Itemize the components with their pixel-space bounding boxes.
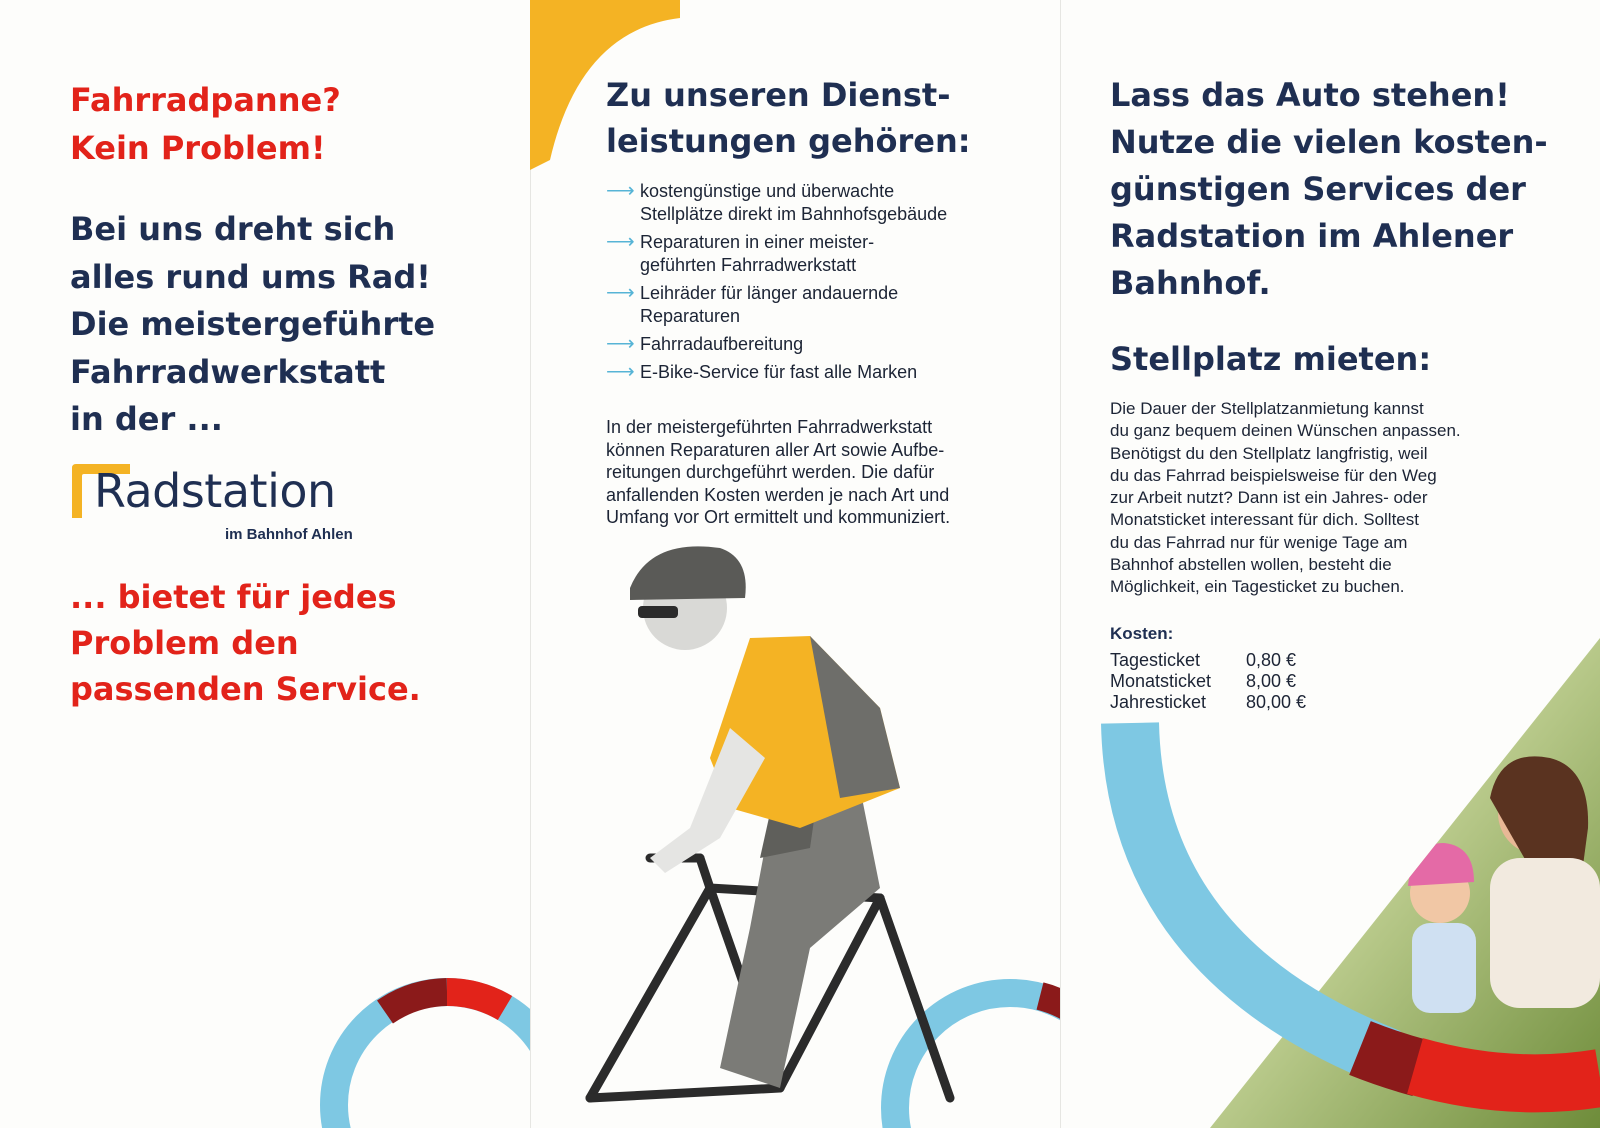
arrow-right-icon: ⟶ [606,282,635,304]
panel-right [1060,0,1600,1128]
costs-label: Kosten: [1110,624,1174,643]
table-row: Tagesticket 0,80 € [1110,650,1297,670]
arrow-right-icon: ⟶ [606,333,635,355]
headline-navy: Bei uns dreht sich alles rund ums Rad! Die meistergeführte Fahrradwerkstatt in der ... [70,210,436,438]
services-heading: Zu unseren Dienst- leistungen gehören: [606,76,971,160]
services-list [606,180,1046,389]
arrow-right-icon: ⟶ [606,231,635,253]
rear-wheel-left-part [0,0,530,1128]
headline-red: Fahrradpanne? Kein Problem! [70,81,341,167]
panel-left [0,0,530,1128]
panel-middle [530,0,1060,1128]
table-row: Jahresticket 80,00 € [1110,692,1307,712]
cyclist-illustration [530,528,1060,1128]
list-item: ⟶ Reparaturen in einer meister- geführten Fahrradwerkstatt [606,231,875,275]
tagline-red: ... bietet für jedes Problem den passenden Service. [70,578,421,708]
family-photo [1060,628,1600,1128]
list-item: ⟶ Fahrradaufbereitung [606,333,804,355]
logo-subtitle: im Bahnhof Ahlen [225,526,353,543]
stellplatz-paragraph: Die Dauer der Stellplatzanmietung kannst du ganz bequem deinen Wünschen anpassen. Benötigst du den Stellplatz langfristig, weil du das Fahrrad beispielsweise für den Weg zur Arbeit nutzt? Dann ist ein Jahres- oder Monatsticket interessant für dich. Solltest du das Fahrrad nur für wenige Tage am Bahnhof abstellen wollen, besteht die Möglichkeit, ein Tagesticket zu buchen. [1110,399,1461,597]
right-heading: Lass das Auto stehen! Nutze die vielen kosten- günstigen Services der Radstation im Ahlener Bahnhof. [1110,76,1548,302]
logo-name: Radstation [94,464,336,518]
stellplatz-heading: Stellplatz mieten: [1110,340,1432,378]
arrow-right-icon: ⟶ [606,361,635,383]
workshop-paragraph: In der meistergeführten Fahrradwerkstatt können Reparaturen aller Art sowie Aufbe- reitungen durchgeführt werden. Die dafür anfallenden Kosten werden je nach Art und Umfang vor Ort ermittelt und kommuniziert. [606,417,951,527]
arrow-right-icon: ⟶ [606,180,635,202]
table-row: Monatsticket 8,00 € [1110,671,1297,691]
list-item: ⟶ kostengünstige und überwachte Stellplätze direkt im Bahnhofsgebäude [606,180,948,224]
list-item: ⟶ E-Bike-Service für fast alle Marken [606,361,918,383]
list-item: ⟶ Leihräder für länger andauernde Reparaturen [606,282,899,326]
